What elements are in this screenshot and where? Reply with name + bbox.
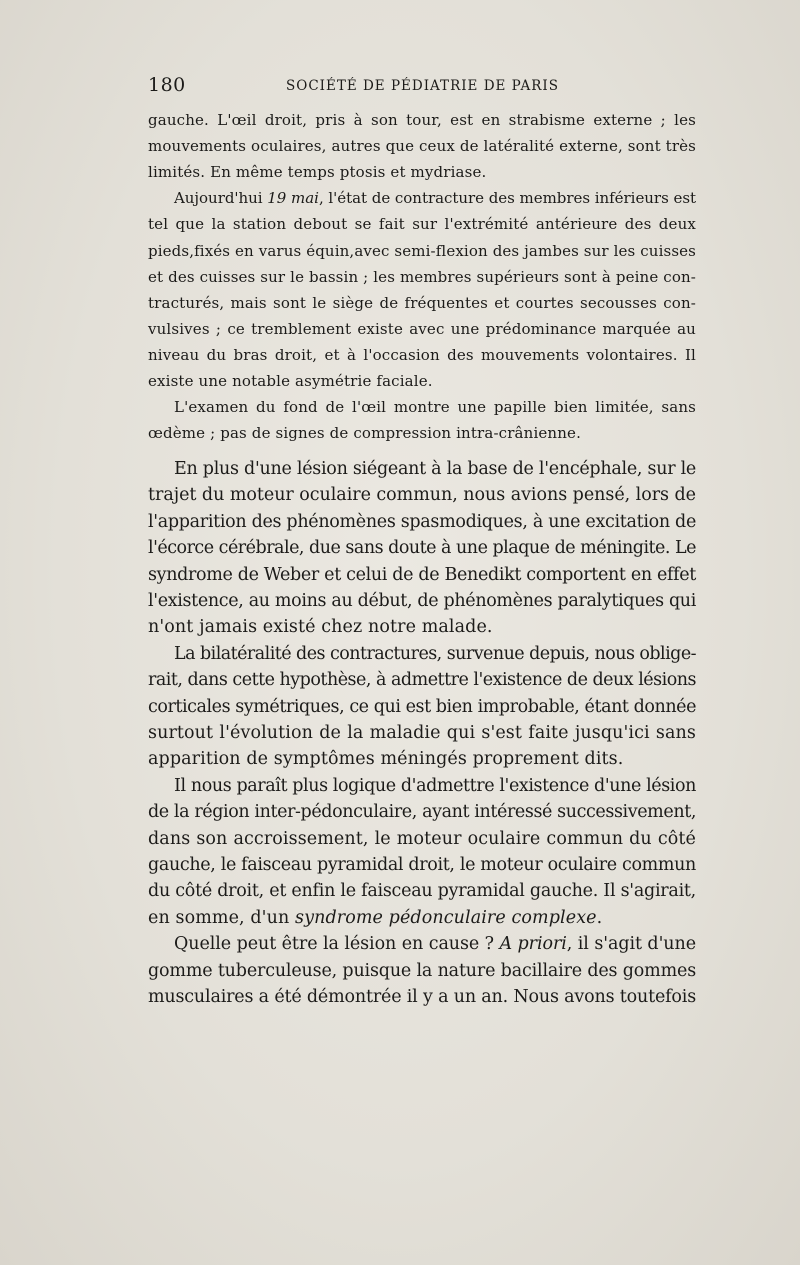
text-line-content: l'écorce cérébrale, due sans doute à une plaque de méningite. Le xyxy=(148,538,696,559)
text-line-content: du côté droit, et enfin le faisceau pyramidal gauche. Il s'agirait, xyxy=(148,881,696,902)
text-line-content: gauche. L'œil droit, pris à son tour, est en strabisme externe ; les xyxy=(148,111,696,129)
italic-phrase: syndrome pédonculaire complexe xyxy=(295,907,597,928)
text-line-content: l'apparition des phénomènes spasmodiques, à une excitation de xyxy=(148,511,696,532)
text-line-content: apparition de symptômes méningés proprement dits. xyxy=(148,749,624,770)
text-line-content: existe une notable asymétrie faciale. xyxy=(148,372,433,390)
text-line-content: dans son accroissement, le moteur oculaire commun du côté xyxy=(148,828,696,849)
text-line-content: de la région inter-pédonculaire, ayant intéressé successivement, xyxy=(148,802,696,823)
text-line-content: Quelle peut être la lésion en cause ? A priori, il s'agit d'une xyxy=(174,934,696,955)
text-line-content: en somme, d'un syndrome pédonculaire complexe. xyxy=(148,907,603,928)
text-line-content: œdème ; pas de signes de compression intra-crânienne. xyxy=(148,424,581,443)
text-line-content: corticales symétriques, ce qui est bien improbable, étant donnée xyxy=(148,696,696,717)
text-line-content: Aujourd'hui 19 mai, l'état de contracture des membres inférieurs est xyxy=(174,189,696,208)
text-line-content: l'existence, au moins au début, de phénomènes paralytiques qui xyxy=(148,591,696,611)
text-line-content: vulsives ; ce tremblement existe avec une prédominance marquée au xyxy=(148,319,696,338)
text-line-content: surtout l'évolution de la maladie qui s'est faite jusqu'ici sans xyxy=(148,723,696,743)
text-line-content: gomme tuberculeuse, puisque la nature bacillaire des gommes xyxy=(148,960,697,981)
text-line-content: syndrome de Weber et celui de de Benedikt comportent en effet xyxy=(148,564,697,585)
text-line-content: tracturés, mais sont le siège de fréquentes et courtes secousses con- xyxy=(148,293,696,312)
text-line-content: La bilatéralité des contractures, survenue depuis, nous oblige- xyxy=(174,643,696,664)
text-line-content: musculaires a été démontrée il y a un an. Nous avons toutefois xyxy=(148,987,697,1007)
text-line-content: gauche, le faisceau pyramidal droit, le moteur oculaire commun xyxy=(148,855,696,875)
page-number: 180 xyxy=(148,74,186,96)
text-line-content: tel que la station debout se fait sur l'extrémité antérieure des deux xyxy=(148,215,696,234)
text-line-content: et des cuisses sur le bassin ; les membres supérieurs sont à peine con- xyxy=(148,267,696,286)
italic-phrase: A priori xyxy=(499,934,567,955)
text-line-content: niveau du bras droit, et à l'occasion des mouvements volontaires. Il xyxy=(148,345,696,364)
text-line-content: L'examen du fond de l'œil montre une papille bien limitée, sans xyxy=(174,398,696,417)
text-line-content: limités. En même temps ptosis et mydriase. xyxy=(148,163,487,182)
text-line-content: pieds,fixés en varus équin,avec semi-flexion des jambes sur les cuisses xyxy=(148,241,696,260)
text-line-content: Il nous paraît plus logique d'admettre l'existence d'une lésion xyxy=(174,775,696,796)
italic-phrase: 19 mai xyxy=(267,189,319,208)
text-line-content: En plus d'une lésion siégeant à la base de l'encéphale, sur le xyxy=(174,459,696,479)
running-head: SOCIÉTÉ DE PÉDIATRIE DE PARIS xyxy=(286,78,560,94)
text-line-content: mouvements oculaires, autres que ceux de latéralité externe, sont très xyxy=(148,137,696,156)
text-line-content: trajet du moteur oculaire commun, nous avions pensé, lors de xyxy=(148,485,696,506)
page-header xyxy=(148,74,708,98)
text-line-content: n'ont jamais existé chez notre malade. xyxy=(148,617,493,638)
text-line-content: rait, dans cette hypothèse, à admettre l'existence de deux lésions xyxy=(148,670,696,691)
